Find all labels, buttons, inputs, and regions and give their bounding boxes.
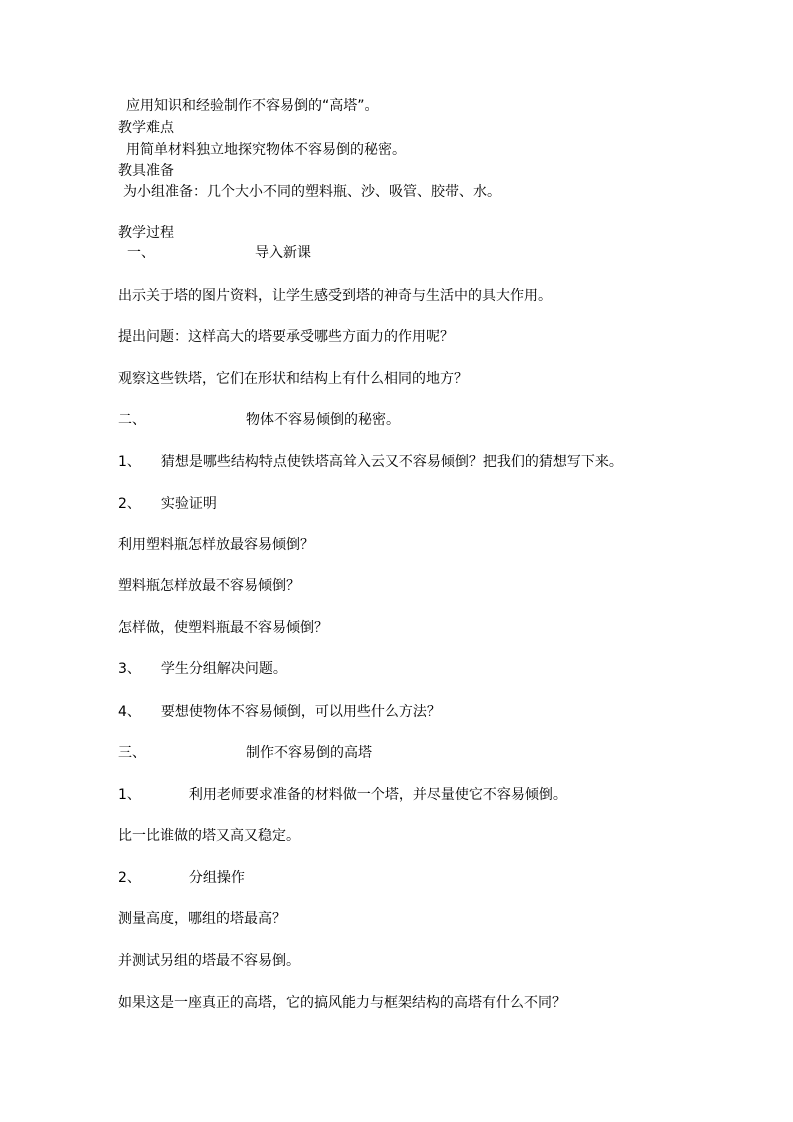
- question-text: 塑料瓶怎样放最不容易倾倒？: [118, 578, 300, 594]
- difficulty-heading: 教学难点: [118, 120, 174, 136]
- list-item-number: 4、: [118, 704, 141, 720]
- list-item: [118, 786, 567, 804]
- section-3-paragraph: 比一比谁做的塔又高又稳定。: [118, 828, 300, 844]
- section-3-paragraph: 测量高度，哪组的塔最高？: [118, 911, 286, 927]
- question-text: 利用塑料瓶怎样放最容易倾倒？: [118, 537, 314, 553]
- list-item-text: 分组操作: [188, 870, 245, 886]
- list-item-number: 2、: [118, 496, 141, 512]
- section-3-heading: [118, 744, 372, 762]
- section-1-paragraph: 提出问题：这样高大的塔要承受哪些方面力的作用呢？: [118, 329, 454, 345]
- section-3-paragraph: 并测试另组的塔最不容易倒。: [118, 953, 300, 969]
- list-item-text: 实验证明: [160, 496, 217, 512]
- section-2-number: 二、: [118, 412, 146, 428]
- section-1-paragraph: 观察这些铁塔，它们在形状和结构上有什么相同的地方？: [118, 371, 468, 387]
- process-heading: 教学过程: [118, 225, 174, 241]
- materials-text: 为小组准备：几个大小不同的塑料瓶、沙、吸管、胶带、水。: [123, 184, 501, 200]
- section-2-title: 物体不容易倾倒的秘密。: [246, 412, 400, 428]
- materials-heading: 教具准备: [118, 163, 174, 179]
- section-2-heading: [118, 411, 400, 429]
- list-item-text: 利用老师要求准备的材料做一个塔，并尽量使它不容易倾倒。: [188, 787, 567, 803]
- goal-3-text: 应用知识和经验制作不容易倒的“高塔”。: [126, 98, 379, 114]
- difficulty-text: 用简单材料独立地探究物体不容易倒的秘密。: [126, 142, 406, 158]
- section-1-number: 一、: [127, 245, 155, 261]
- list-item: [118, 453, 623, 471]
- list-item-text: 要想使物体不容易倾倒，可以用些什么方法？: [160, 704, 441, 720]
- list-item-number: 2、: [118, 870, 141, 886]
- section-3-number: 三、: [118, 745, 146, 761]
- list-item: [118, 495, 217, 513]
- list-item-number: 3、: [118, 661, 141, 677]
- section-1-title: 导入新课: [255, 245, 311, 261]
- list-item-text: 猜想是哪些结构特点使铁塔高耸入云又不容易倾倒？把我们的猜想写下来。: [160, 454, 623, 470]
- list-item-number: 1、: [118, 787, 141, 803]
- list-item-text: 学生分组解决问题。: [160, 661, 287, 677]
- question-text: 怎样做，使塑料瓶最不容易倾倒？: [118, 620, 328, 636]
- list-item-number: 1、: [118, 454, 141, 470]
- list-item: [118, 660, 287, 678]
- section-1-heading: [127, 244, 311, 262]
- list-item: [118, 703, 441, 721]
- section-3-paragraph: 如果这是一座真正的高塔，它的搞风能力与框架结构的高塔有什么不同？: [118, 995, 566, 1011]
- list-item: [118, 869, 245, 887]
- section-1-paragraph: 出示关于塔的图片资料，让学生感受到塔的神奇与生活中的具大作用。: [118, 288, 552, 304]
- section-3-title: 制作不容易倒的高塔: [246, 745, 372, 761]
